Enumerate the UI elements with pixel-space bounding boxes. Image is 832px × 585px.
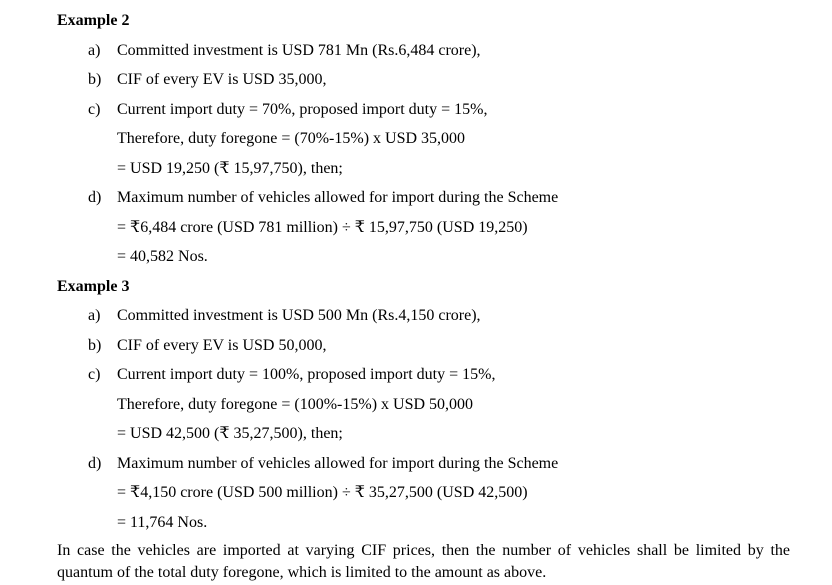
list-item-text: CIF of every EV is USD 50,000,	[117, 336, 327, 354]
list-item-continuation: = 40,582 Nos.	[117, 248, 208, 265]
list-marker: a)	[88, 41, 101, 59]
list-item	[88, 331, 832, 361]
list-marker: c)	[88, 366, 101, 383]
list-item	[88, 183, 832, 213]
list-marker: d)	[88, 454, 102, 472]
list-item-text: Maximum number of vehicles allowed for import during the Scheme	[117, 189, 559, 206]
list-item	[88, 360, 832, 390]
list-item-continuation: = USD 42,500 (₹ 35,27,500), then;	[117, 425, 343, 442]
closing-paragraph: In case the vehicles are imported at varying CIF prices, then the number of vehicles shall be limited by the quantum of the total duty foregone, which is limited to the amount as above.	[57, 542, 790, 582]
list-item-continuation: = 11,764 Nos.	[117, 513, 208, 531]
list-marker: a)	[88, 307, 101, 324]
list-item	[88, 301, 832, 331]
list-item-continuation: = ₹6,484 crore (USD 781 million) ÷ ₹ 15,97,750 (USD 19,250)	[117, 218, 528, 236]
list-marker: b)	[88, 71, 102, 88]
list-item-text: Committed investment is USD 500 Mn (Rs.4,150 crore),	[117, 307, 481, 324]
list-marker: d)	[88, 189, 102, 206]
example-3-heading: Example 3	[57, 277, 130, 295]
list-item-text: Current import duty = 100%, proposed import duty = 15%,	[117, 366, 496, 383]
list-item-text: CIF of every EV is USD 35,000,	[117, 71, 327, 88]
list-item	[88, 36, 832, 66]
list-item	[88, 65, 832, 95]
list-item	[88, 95, 832, 125]
list-marker: b)	[88, 336, 102, 354]
list-item-continuation: Therefore, duty foregone = (100%-15%) x USD 50,000	[117, 395, 474, 413]
list-item-text: Committed investment is USD 781 Mn (Rs.6,484 crore),	[117, 41, 481, 59]
list-item-continuation: = ₹4,150 crore (USD 500 million) ÷ ₹ 35,27,500 (USD 42,500)	[117, 484, 528, 501]
list-item-text: Maximum number of vehicles allowed for import during the Scheme	[117, 454, 559, 472]
list-item-text: Current import duty = 70%, proposed import duty = 15%,	[117, 100, 488, 118]
list-item-continuation: = USD 19,250 (₹ 15,97,750), then;	[117, 159, 343, 177]
list-marker: c)	[88, 100, 101, 118]
example-2-heading: Example 2	[57, 12, 130, 29]
list-item-continuation: Therefore, duty foregone = (70%-15%) x USD 35,000	[117, 130, 466, 147]
list-item	[88, 449, 832, 479]
